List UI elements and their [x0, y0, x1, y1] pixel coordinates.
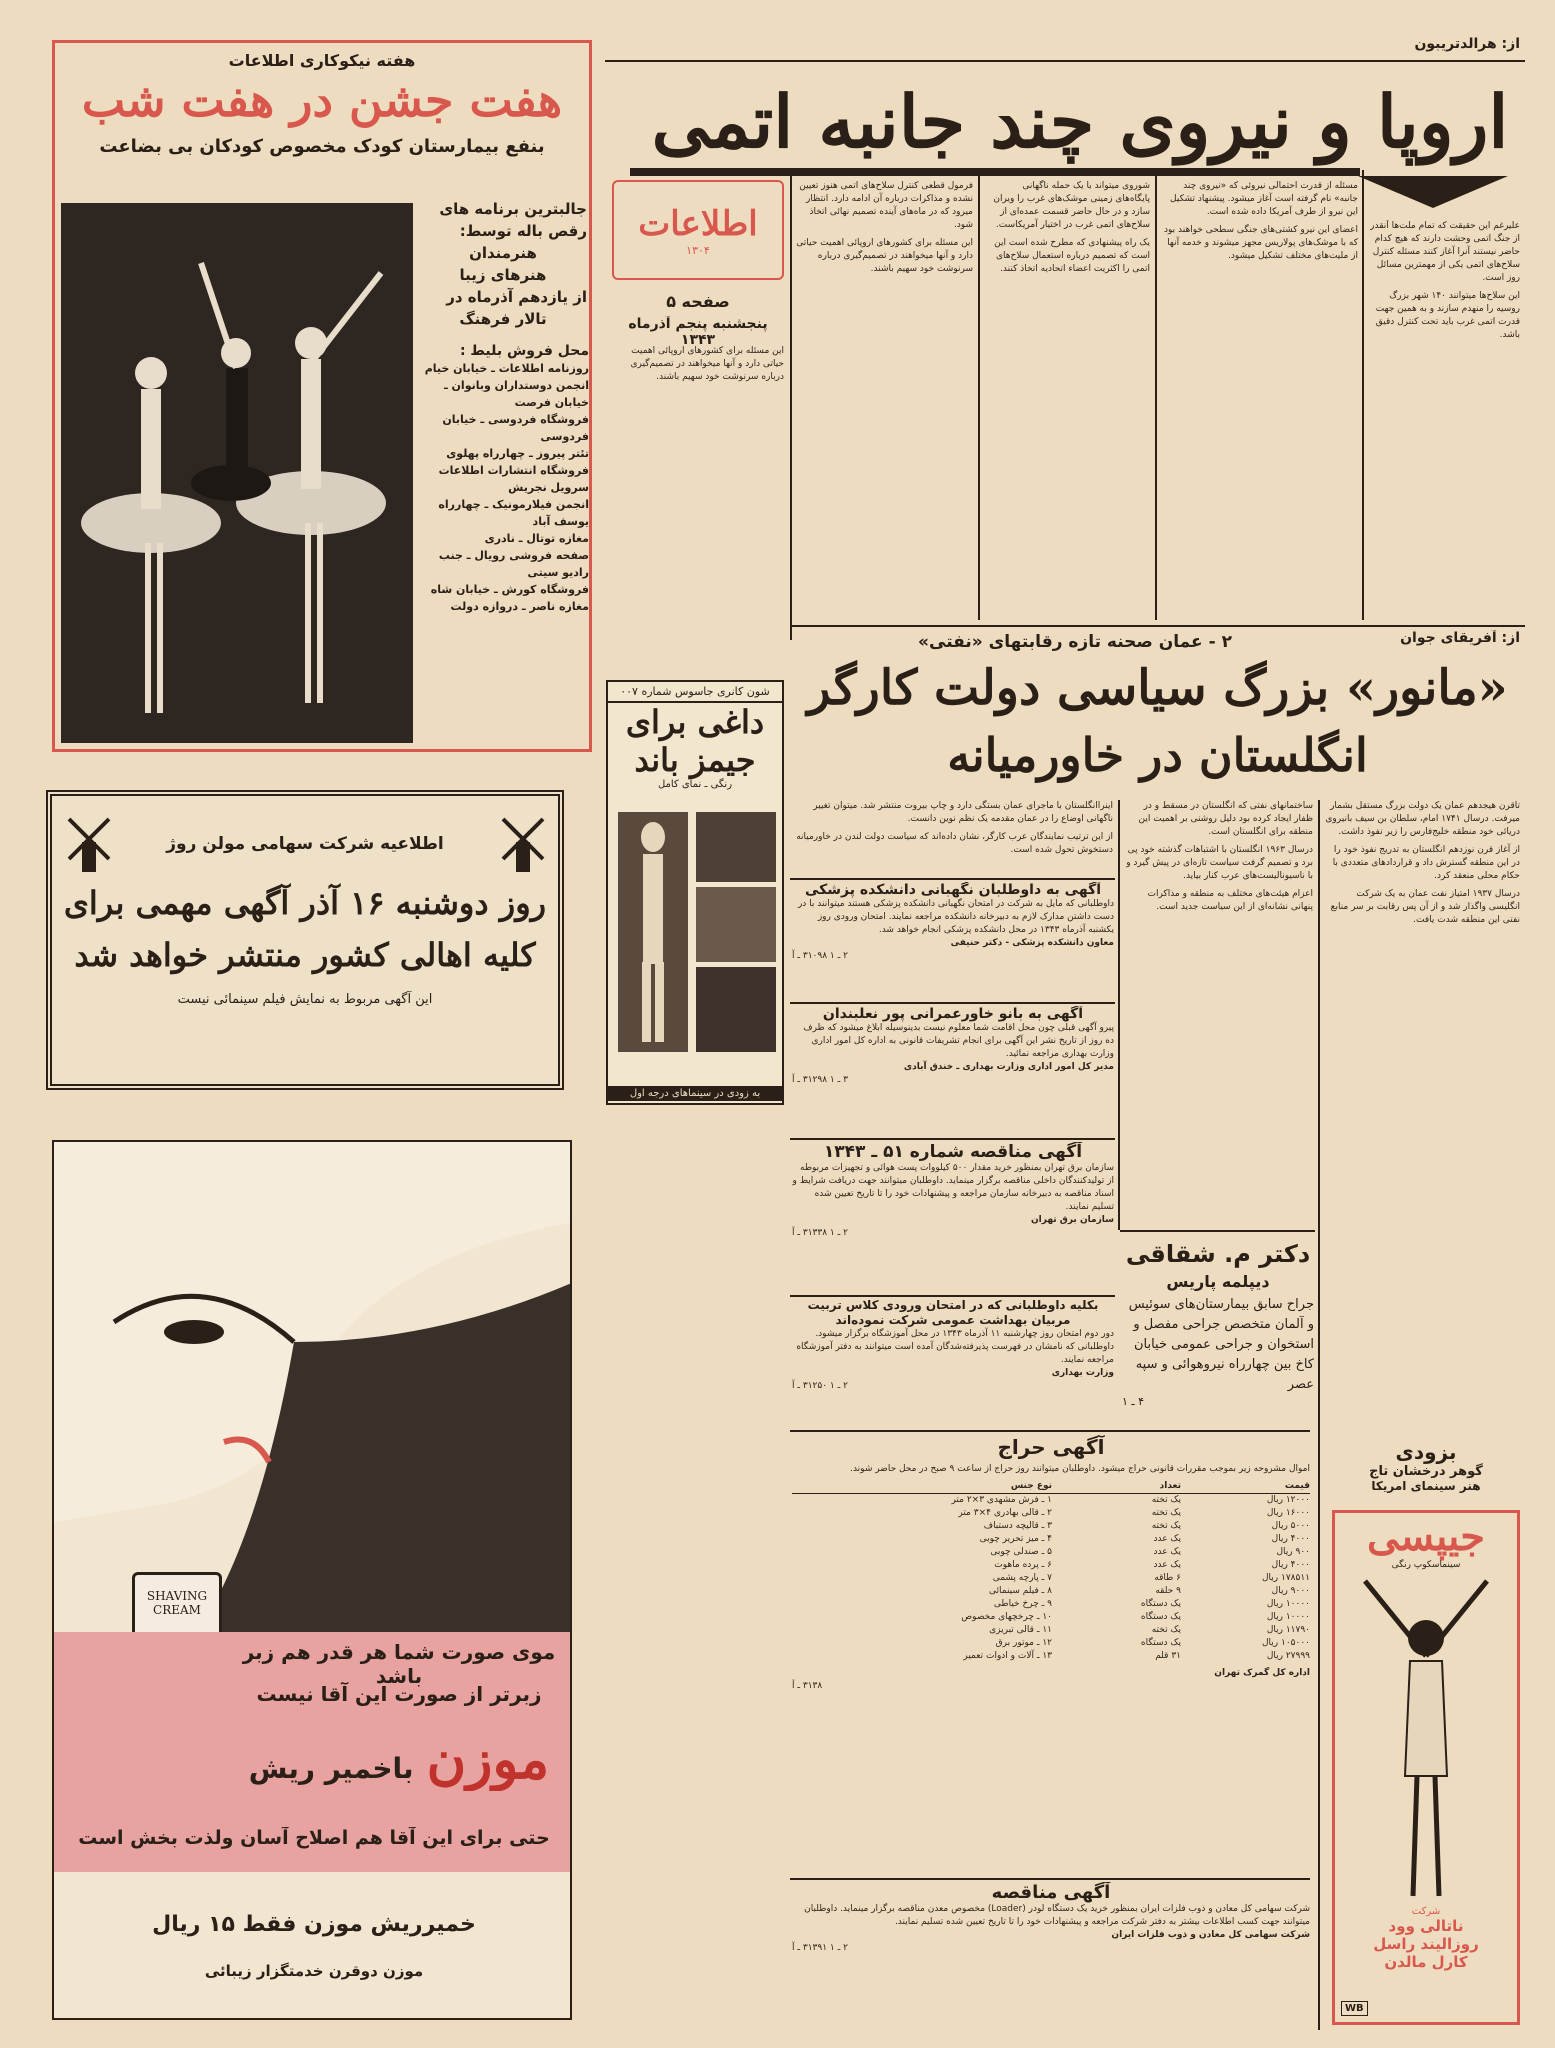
- auction-cell-count: ۳۱ قلم: [1155, 1651, 1181, 1661]
- auction-intro: اموال مشروحه زیر بموجب مقررات قانونی حراج میشود. داوطلبان میتوانند روز حراج از ساعت ۹ صبح در محل حاضر شوند.: [850, 1464, 1310, 1474]
- herald-col-4: فرمول قطعی کنترل سلاح‌های اتمی هنوز تعیین نشده و مذاکرات درباره آن ادامه دارد. انتظار میرود که در ماه‌های آینده تصمیم نهائی اتخاذ شود. این مسئله برای کشورهای اروپائی اهمیت حیاتی دارد و آنها میخواهند در تصمیم‌گیری درباره سرنوشت خود سهیم باشند.: [796, 181, 973, 274]
- bond-sub: رنگی ـ نمای کامل: [657, 779, 733, 790]
- gypsy-cast-intro: شرکت: [1411, 1906, 1441, 1917]
- auction-cell-count: یک عدد: [1153, 1560, 1181, 1570]
- notice-contractor-sign: مدیر کل امور اداری وزارت بهداری ـ خندق آبادی: [903, 1062, 1114, 1072]
- auction-row: [792, 1637, 1310, 1650]
- mouson-footer: موزن دوقرن خدمتگزار زیبائی: [204, 1962, 424, 1980]
- section-rule: [790, 1138, 1115, 1140]
- auction-row: [792, 1533, 1310, 1546]
- notice-contractor: [792, 1006, 1114, 1136]
- col-rule: [1118, 800, 1120, 1230]
- bond-photo-1: [696, 812, 776, 882]
- auction-cell-count: یک تخته: [1151, 1521, 1181, 1531]
- auction-cell-name: ۱۰ ـ چرخچهای مخصوص: [961, 1612, 1052, 1622]
- logo-text: اطلاعات: [638, 204, 758, 244]
- auction-cell-name: ۱ ـ فرش مشهدی ۳×۲ متر: [951, 1495, 1052, 1505]
- auction-cell-count: یک تخته: [1151, 1625, 1181, 1635]
- tender-title: آگهی مناقصه شماره ۵۱ ـ ۱۳۴۳: [823, 1142, 1083, 1162]
- auction-col-count: تعداد: [1159, 1481, 1181, 1491]
- herald-col-3: شوروی میتواند با یک حمله ناگهانی پایگاه‌های زمینی موشک‌های غرب را ویران سازد و در حال حاضر قسمت عمده‌ای از سلاح‌های اتمی غرب در اختیار آمریکاست. یک راه پیشنهادی که مطرح شده است این است که تصمیم درباره استعمال سلاح‌های اتمی را اکثریت اعضاء اتحادیه اتخاذ کنند.: [993, 181, 1150, 274]
- auction-cell-count: ۹ حلقه: [1155, 1586, 1181, 1596]
- moulin-rouge-ad: [46, 790, 564, 1090]
- auction-cell-price: ۱۰۵۰۰۰ ریال: [1261, 1638, 1310, 1648]
- gypsy-frame: [1332, 1510, 1520, 2025]
- charity-kicker: هفته نیکوکاری اطلاعات: [228, 51, 416, 70]
- nurse-sign: وزارت بهداری: [1051, 1368, 1114, 1378]
- tube-label-1: SHAVING: [146, 1589, 208, 1603]
- auction-header-row: [792, 1480, 1310, 1494]
- auction-row: [792, 1559, 1310, 1572]
- bond-film-ad: [606, 680, 784, 1105]
- mouson-brand-line: [234, 1727, 564, 1791]
- moulin-note: این آگهی مربوط به نمایش فیلم سینمائی نیست: [177, 992, 433, 1007]
- tender2-text: شرکت سهامی کل معادن و ذوب فلزات ایران بمنظور خرید یک دستگاه لودر (Loader) مخصوص معدن مناقصه برگزار مینماید. داوطلبان میتوانند جهت کسب اطلاعات بیشتر به دفتر شرکت مراجعه و پیشنهادات خود را تا تاریخ تعیین شده تسلیم نمایند.: [804, 1904, 1310, 1927]
- auction-cell-name: ۱۲ ـ موتور برق: [995, 1638, 1052, 1648]
- col-rule: [1318, 800, 1320, 1480]
- auction-cell-count: یک دستگاه: [1140, 1638, 1181, 1648]
- bond-photo-3: [696, 967, 776, 1052]
- section-rule: [790, 1295, 1115, 1297]
- bond-title-1: داغی برای: [625, 703, 765, 741]
- section-rule: [790, 1430, 1310, 1432]
- auction-cell-name: ۲ ـ قالی بهادری ۴×۳ متر: [958, 1508, 1052, 1518]
- auction-cell-count: یک تخته: [1151, 1495, 1181, 1505]
- ballet-photo: [61, 203, 413, 743]
- manor-kicker: ۲ - عمان صحنه تازه رقابتهای «نفتی»: [918, 632, 1232, 652]
- auction-cell-name: ۱۱ ـ قالی تبریزی: [989, 1625, 1052, 1635]
- auction-cell-name: ۳ ـ قالیچه دستباف: [983, 1521, 1052, 1531]
- moulin-line-2: کلیه اهالی کشور منتشر خواهد شد: [74, 936, 536, 974]
- nurse-text: دور دوم امتحان روز چهارشنبه ۱۱ آذرماه ۱۳۴۳ در محل آموزشگاه برگزار میشود. داوطلبانی که نامشان در فهرست پذیرفته‌شدگان آمده است میتوانند به دفتر آموزشگاه مراجعه نمایند.: [796, 1329, 1114, 1365]
- mouson-slogan-2: زبرتر از صورت این آقا نیست: [256, 1682, 542, 1706]
- tender-code: ۲ ـ ۱ ۳۱۳۳۸ ـ آ: [792, 1228, 848, 1238]
- auction-cell-count: یک عدد: [1153, 1547, 1181, 1557]
- doctor-details: جراح سابق بیمارستان‌های سوئیس و آلمان متخصص جراحی مفصل و استخوان و جراحی عمومی خیابان کاخ بین چهارراه نیرو‌هوائی و سپه عصر: [1128, 1297, 1314, 1392]
- section-rule: [1120, 1230, 1315, 1232]
- notice-contractor-title: آگهی به بانو خاورعمرانی پور نعلبندان: [822, 1006, 1084, 1022]
- mouson-brand-prefix: باخمیر ریش: [248, 1752, 414, 1785]
- auction-cell-count: یک تخته: [1151, 1508, 1181, 1518]
- col-rule: [790, 170, 792, 640]
- notice-medicine-sign: معاون دانشکده پزشکی - دکتر حنیفی: [950, 938, 1114, 948]
- bond-photo-woman: [618, 812, 688, 1052]
- auction-cell-count: یک دستگاه: [1140, 1599, 1181, 1609]
- auction-cell-price: ۱۲۰۰۰ ریال: [1266, 1495, 1310, 1505]
- charity-subhead: بنفع بیمارستان کودک مخصوص کودکان بی بضاعت: [99, 136, 545, 157]
- auction-cell-price: ۵۰۰۰ ریال: [1271, 1521, 1310, 1531]
- auction-cell-name: ۵ ـ صندلی چوبی: [990, 1547, 1052, 1557]
- page-date: پنجشنبه پنجم آذرماه ۱۳۴۳: [628, 316, 768, 348]
- mouson-slogan-3: حتی برای این آقا هم اصلاح آسان ولذت بخش است: [78, 1827, 550, 1849]
- windmill-left-icon: [64, 814, 114, 874]
- tender2-title: آگهی مناقصه: [991, 1882, 1111, 1903]
- auction-cell-price: ۱۶۰۰۰ ریال: [1266, 1508, 1310, 1518]
- masthead-logo: [612, 180, 784, 280]
- manor-col-3: اینراانگلستان با ماجرای عمان بستگی دارد و چاپ بیروت منتشر شد. میتوان تغییر ناگهانی اوضاع را در عمان مقدمه یک نظم نوین دانست. از این ترتیب نمایندگان عرب کارگر، نشان داده‌اند که سیاست دولت لندن در خاورمیانه دستخوش تحول شده است.: [796, 801, 1113, 855]
- gypsy-cast-3: کارل مالدن: [1384, 1953, 1468, 1971]
- herald-col-5: این مسئله برای کشورهای اروپائی اهمیت حیاتی دارد و آنها میخواهند در تصمیم‌گیری درباره سرنوشت خود سهیم باشند.: [630, 346, 784, 382]
- auction-cell-price: ۱۱۷۹۰ ریال: [1266, 1625, 1310, 1635]
- gypsy-gem: گوهر درخشان تاج: [1369, 1464, 1483, 1479]
- col-rule: [1362, 170, 1364, 620]
- mouson-slogan-1: موی صورت شما هر قدر هم زبر باشد: [242, 1640, 556, 1688]
- wb-logo: WB: [1341, 2001, 1368, 2016]
- auction-cell-price: ۱۷۸۵۱۱ ریال: [1261, 1573, 1310, 1583]
- auction-cell-price: ۴۰۰۰ ریال: [1271, 1560, 1310, 1570]
- auction-row: [792, 1650, 1310, 1663]
- doctor-name: دکتر م. شقاقی: [1125, 1240, 1311, 1268]
- headline-arrow-head: [1358, 176, 1508, 208]
- auction-cell-price: ۴۰۰۰ ریال: [1271, 1534, 1310, 1544]
- auction-cell-name: ۹ ـ چرخ خیاطی: [993, 1599, 1052, 1609]
- auction-cell-name: ۱۳ ـ آلات و ادوات تعمیر: [963, 1651, 1052, 1661]
- gypsy-tag: سینماسکوپ رنگی: [1391, 1560, 1461, 1570]
- logo-year: ۱۳۰۴: [686, 244, 710, 257]
- gypsy-title: جیپسی: [1367, 1513, 1485, 1560]
- auction-row: [792, 1546, 1310, 1559]
- tender2-code: ۲ ـ ۱ ۳۱۳۹۱ ـ آ: [792, 1943, 848, 1953]
- auction-col-items: نوع جنس: [1010, 1481, 1052, 1491]
- gypsy-ad: [1326, 1440, 1526, 2030]
- section-rule: [790, 878, 1115, 880]
- auction-cell-count: ۶ طاقه: [1154, 1573, 1181, 1583]
- auction-footer: اداره کل گمرک تهران: [1214, 1668, 1310, 1678]
- tender-sign: سازمان برق تهران: [1030, 1215, 1114, 1225]
- auction-row: [792, 1572, 1310, 1585]
- gypsy-cast-2: روزالیند راسل: [1373, 1935, 1479, 1953]
- charity-tickets: محل فروش بلیط : روزنامه اطلاعات ـ خیابان خیام انجمن دوستداران وبانوان ـ خیابان فرصت فروشگاه فردوسی ـ خیابان فردوسی تئتر پیروز ـ چهارراه پهلوی فروشگاه انتشارات اطلاعات سرویل نجریش انجمن فیلارمونیک ـ چهارراه یوسف آباد مغازه توتال ـ نادری صفحه فروشی رویال ـ جنب رادیو سیتی فروشگاه کورش ـ خیابان شاه مغازه ناصر ـ دروازه دولت: [424, 343, 589, 613]
- gypsy-soon: بزودی: [1395, 1440, 1457, 1464]
- auction-cell-name: ۸ ـ فیلم سینمائی: [989, 1586, 1052, 1596]
- bond-photo-2: [696, 887, 776, 962]
- notice-medicine: [792, 882, 1114, 1000]
- doctor-ad: [1122, 1240, 1314, 1420]
- doctor-title: دیپلمه پاریس: [1166, 1272, 1270, 1291]
- col-rule: [1155, 170, 1157, 620]
- auction-cell-price: ۱۰۰۰۰ ریال: [1266, 1599, 1310, 1609]
- nurse-notice: [792, 1298, 1114, 1428]
- auction-row: [792, 1598, 1310, 1611]
- col-rule: [978, 170, 980, 620]
- auction-cell-name: ۴ ـ میز تحریر چوبی: [979, 1534, 1052, 1544]
- auction-row: [792, 1507, 1310, 1520]
- auction-notice: [792, 1435, 1310, 1875]
- auction-title: آگهی حراج: [997, 1435, 1105, 1459]
- moulin-line-1: روز دوشنبه ۱۶ آذر آگهی مهمی برای: [63, 884, 547, 922]
- bond-bottom: به زودی در سینماهای درجه اول: [608, 1086, 782, 1101]
- moulin-header: اطلاعیه شرکت سهامی مولن روژ: [166, 834, 444, 854]
- auction-row: [792, 1520, 1310, 1533]
- top-rule: [605, 60, 1525, 62]
- auction-table: [792, 1494, 1310, 1663]
- auction-cell-name: ۶ ـ پرده ماهوت: [994, 1560, 1052, 1570]
- gypsy-dancer-illustration: [1335, 1576, 1517, 1906]
- auction-cell-name: ۷ ـ پارچه پشمی: [992, 1573, 1052, 1583]
- bond-title-2: جیمز باند: [634, 741, 756, 779]
- auction-code: ۳۱۳۸ ـ آ: [792, 1681, 823, 1691]
- auction-cell-price: ۹۰۰۰ ریال: [1271, 1586, 1310, 1596]
- tender-notice: [792, 1142, 1114, 1292]
- herald-headline: اروپا و نیروی چند جانبه اتمی: [651, 79, 1509, 164]
- manor-col-1: تاقرن هیجدهم عمان یک دولت بزرگ مستقل بشمار میرفت. درسال ۱۷۴۱ امام، سلطان بن سیف بانیروی دریائی خود منطقه خلیج‌فارس را زیر نفوذ داشت. از آغاز قرن نوزدهم انگلستان به تدریج نفوذ خود را در این منطقه گسترش داد و قراردادهای متعددی با حکام محلی منعقد کرد. درسال ۱۹۳۷ امتیاز نفت عمان به یک شرکت انگلیسی واگذار شد و از آن پس رقابت بر سر منابع نفتی این منطقه شدت یافت.: [1325, 801, 1520, 925]
- manor-headline-1: «مانور» بزرگ سیاسی دولت کارگر: [807, 660, 1508, 716]
- tube-label-2: CREAM: [153, 1603, 201, 1617]
- auction-row: [792, 1624, 1310, 1637]
- charity-ad: [52, 40, 592, 752]
- tender-text: سازمان برق تهران بمنظور خرید مقدار ۵۰۰ کیلووات پست هوائی و تجهیزات مربوطه از تولیدکنندگان داخلی مناقصه برگزار مینماید. داوطلبان میتوانند جهت دریافت شرایط و اسناد مناقصه به دبیرخانه سازمان مراجعه و پیشنهادات خود را تا تاریخ تعیین شده تسلیم نمایند.: [792, 1163, 1114, 1212]
- section-rule: [790, 1002, 1115, 1004]
- notice-medicine-title: آگهی به داوطلبان نگهبانی دانشکده پزشکی: [804, 882, 1102, 898]
- manor-headline-2: انگلستان در خاورمیانه: [947, 728, 1368, 782]
- page-number: صفحه ۵: [666, 292, 730, 311]
- auction-row: [792, 1494, 1310, 1507]
- manor-source: از: آفریقای جوان: [1400, 630, 1520, 646]
- auction-cell-price: ۹۰۰ ریال: [1276, 1547, 1310, 1557]
- notice-contractor-code: ۳ ـ ۱ ۳۱۲۹۸ ـ آ: [792, 1075, 848, 1085]
- col-rule: [1318, 1430, 1320, 2030]
- herald-col-1: علیرغم این حقیقت که تمام ملت‌ها آنقدر از جنگ اتمی وحشت دارند که هیچ کدام حاضر نیستند آنرا آغاز کنند مسئله کنترل سلاح‌های اتمی یکی از مهمترین مسائل روز است. این سلاح‌ها میتوانند ۱۴۰ شهر بزرگ روسیه را منهدم سازند و به همین جهت قدرت اتمی غرب باید تحت کنترل دقیق باشد.: [1370, 221, 1520, 340]
- herald-col-2: مسئله از قدرت احتمالی نیروئی که «نیروی چند جانبه» نام گرفته است آغاز میشود. پیشنهاد تشکیل این نیرو از طرف آمریکا داده شده است. اعضای این نیرو کشتی‌های جنگی سطحی خواهند بود که با موشک‌های پولاریس مجهز میشوند و خدمه آنها از ملیت‌های مختلف تشکیل میشود.: [1164, 181, 1358, 261]
- mouson-ad: [52, 1140, 572, 2020]
- windmill-right-icon: [498, 814, 548, 874]
- headline-arrow-bar: [630, 168, 1360, 176]
- auction-cell-price: ۲۷۹۹۹ ریال: [1266, 1651, 1310, 1661]
- mouson-brand: موزن: [426, 1727, 550, 1791]
- charity-program: جالبترین برنامه های رقص باله توسط: هنرمندان هنرهای زیبا از یازدهم آذرماه در تالار فرهنگ: [439, 200, 587, 328]
- nurse-title: بکلیه داوطلبانی که در امتحان ورودی کلاس تربیت مربیان بهداشت عمومی شرکت نموده‌اند: [807, 1298, 1099, 1327]
- mouson-price: خمیرریش موزن فقط ۱۵ ریال: [152, 1912, 476, 1937]
- section-rule: [790, 625, 1525, 627]
- auction-cell-count: یک دستگاه: [1140, 1612, 1181, 1622]
- section-rule: [790, 1878, 1310, 1880]
- dancer-silhouette-icon: [618, 812, 688, 1052]
- charity-headline: هفت جشن در هفت شب: [81, 73, 563, 127]
- bond-top: شون کانری جاسوس شماره ۰۰۷: [608, 682, 782, 703]
- doctor-code: ۴ ـ ۱: [1122, 1395, 1145, 1408]
- notice-contractor-text: پیرو آگهی قبلی چون محل اقامت شما معلوم نیست بدینوسیله ابلاغ میشود که ظرف ده روز از تاریخ نشر این آگهی برای انجام تشریفات قانونی به اداره کل امور اداری وزارت بهداری مراجعه نمائید.: [803, 1023, 1114, 1059]
- gypsy-stars: هنر سینمای امریکا: [1371, 1479, 1481, 1493]
- auction-cell-price: ۱۰۰۰۰ ریال: [1266, 1612, 1310, 1622]
- ballerinas-icon: [61, 203, 413, 743]
- tender2-notice: [792, 1882, 1310, 2027]
- auction-row: [792, 1611, 1310, 1624]
- auction-cell-count: یک عدد: [1153, 1534, 1181, 1544]
- nurse-code: ۲ ـ ۱ ۳۱۲۵۰ ـ آ: [792, 1381, 848, 1391]
- notice-medicine-text: داوطلبانی که مایل به شرکت در امتحان نگهبانی دانشکده پزشکی هستند میتوانند با در دست داشتن مدارک لازم به دبیرخانه دانشکده مراجعه نمایند. امتحان ورودی روز یکشنبه آذرماه ۱۳۴۳ در محل دانشکده پزشکی انجام خواهد شد.: [797, 899, 1114, 935]
- gypsy-cast-1: ناتالی وود: [1388, 1917, 1464, 1935]
- tender2-sign: شرکت سهامی کل معادن و ذوب فلزات ایران: [1111, 1930, 1310, 1940]
- notice-medicine-code: ۲ ـ ۱ ۳۱۰۹۸ ـ آ: [792, 951, 848, 961]
- auction-row: [792, 1585, 1310, 1598]
- herald-source: از: هرالدتریبون: [1414, 36, 1520, 52]
- manor-col-2: ساختمانهای نفتی که انگلستان در مسقط و در ظفار ایجاد کرده بود دلیل روشنی بر اهمیت این منطقه برای انگلستان است. درسال ۱۹۶۳ انگلستان با اشتباهات گذشته خود پی برد و تصمیم گرفت سیاست تازه‌ای در پیش گیرد و با ناسیونالیست‌های عرب کنار بیاید. اعزام هیئت‌های مختلف به منطقه و مذاکرات پنهانی نشانه‌ای از این سیاست جدید است.: [1126, 801, 1313, 912]
- auction-col-price: قیمت: [1284, 1481, 1310, 1491]
